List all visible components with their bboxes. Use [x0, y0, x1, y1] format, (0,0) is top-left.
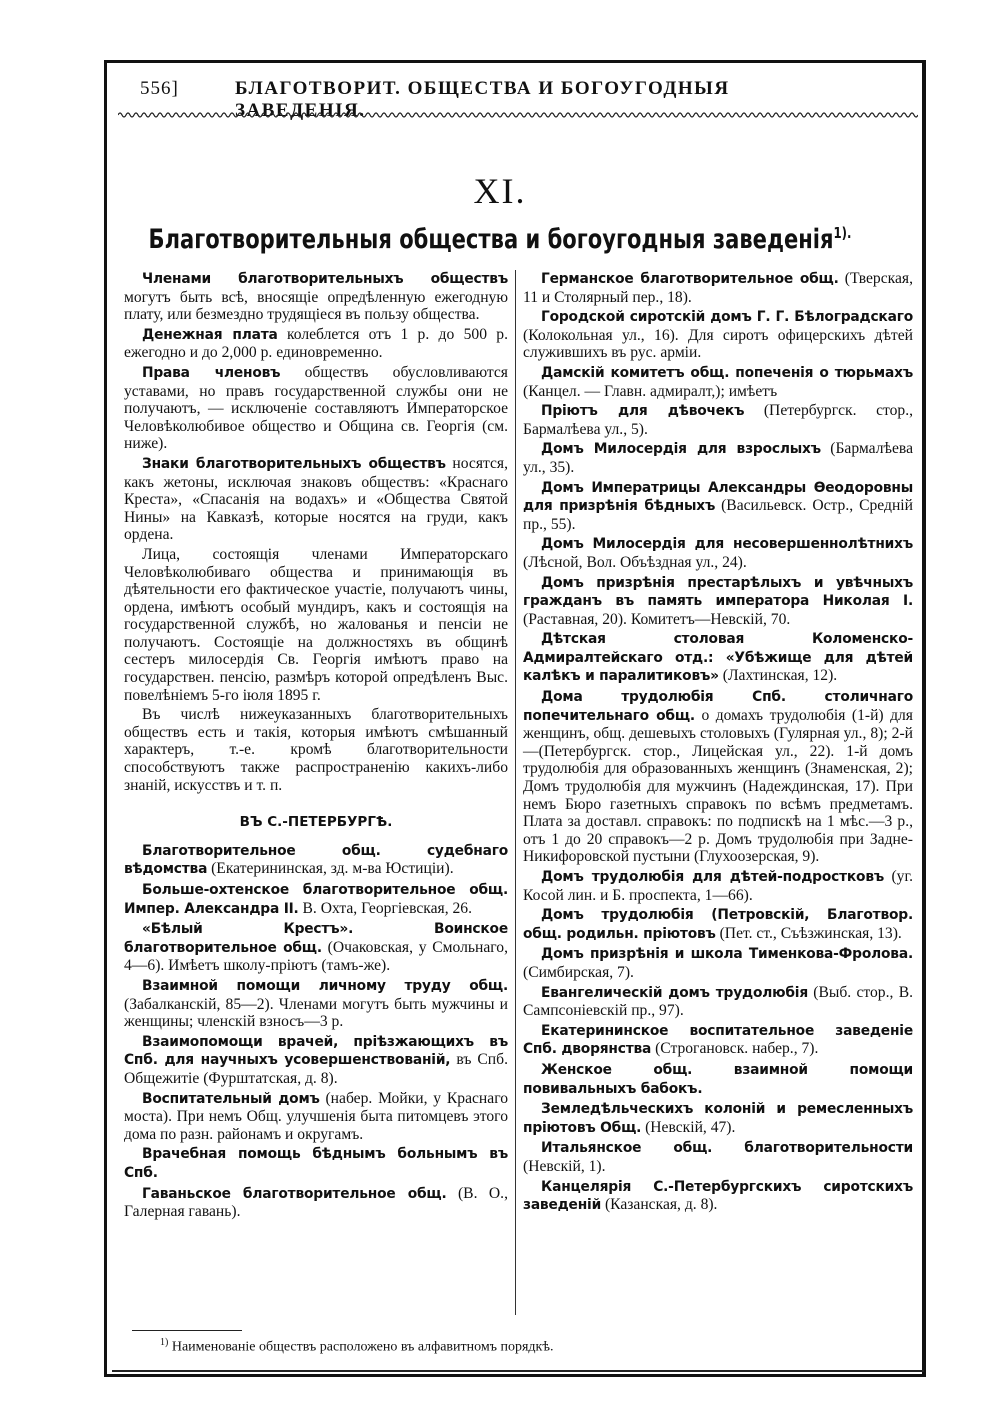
society-entry: [523, 574, 913, 629]
society-entry-heading: Домъ трудолюбія (Петровскій, Благотвор. общ. родильн. пріютовъ: [523, 907, 913, 942]
intro-paragraph-heading: Денежная плата: [142, 326, 278, 343]
society-entry: [124, 881, 508, 918]
society-entry: [523, 630, 913, 686]
society-entry-text: (Строгановск. набер., 7).: [651, 1040, 819, 1058]
running-header: [130, 78, 830, 121]
society-entry: [523, 308, 913, 362]
society-entry-text: (Канцел. — Главн. адмиралт,); имѣетъ: [523, 382, 778, 400]
right-column: [523, 270, 913, 1217]
society-entry: [523, 868, 913, 904]
society-entry-heading: Гаваньское благотворительное общ.: [142, 1185, 447, 1202]
society-entry-text: о домахъ трудолюбія (1-й) для женщинъ, общ. дешевыхъ столовыхъ (Гулярная ул., 8); 2-й—(Петербургск. стор., Лицейская ул., 22). 1-й домъ трудолюбія для образованныхъ женщинъ (Знаменская, 2); Домъ трудолюбія для мужчинъ (Надеждинская, 17). При немъ Бюро газетныхъ справокъ по всѣмъ предметамъ. Плата за доставл. справокъ: по подпискѣ на 1 мѣс.—3 р., отъ 1 до 20 справокъ—2 р. Домъ трудолюбія при Задне-Никифоровской пустыни (Глухоозерская, 9).: [523, 706, 913, 866]
intro-paragraph-text: обществъ обусловливаются уставами, но правъ государственной службы они не получаютъ, — исключеніе составляютъ Императорское Человѣколюбивое общество и Община св. Георгія (см. ниже).: [124, 363, 508, 453]
society-entry: [523, 906, 913, 943]
right-entries: [523, 270, 913, 1215]
society-entry-heading: Благотворительное общ. судебнаго вѣдомства: [124, 842, 508, 878]
society-entry-heading: Домъ Милосердія для взрослыхъ: [541, 441, 821, 458]
society-entry: [523, 364, 913, 400]
intro-paragraphs: [124, 270, 508, 794]
chapter-number: XI.: [473, 171, 527, 211]
society-entry: [124, 977, 508, 1031]
society-entry: [523, 440, 913, 476]
section-title: ВЪ С.-ПЕТЕРБУРГѢ.: [239, 814, 393, 831]
society-entry-text: (Васильевск. Остр., Средній пр., 55).: [523, 497, 913, 533]
society-entry-heading: Городской сиротскій домъ Г. Г. Бѣлоградскаго: [541, 309, 913, 326]
society-entry-heading: Домъ призрѣнія престарѣлыхъ и увѣчныхъ гражданъ въ память императора Николая I.: [523, 574, 913, 610]
society-entry-heading: Дѣтская столовая Коломенско-Адмиралтейскаго отд.: «Убѣжище для дѣтей калѣкъ и паралитиковъ»: [523, 631, 913, 685]
society-entry-heading: Екатерининское воспитательное заведеніе Спб. дворянства: [523, 1022, 913, 1058]
society-entry-text: (Невскій, 47).: [641, 1118, 736, 1136]
society-entry-heading: Домъ Милосердія для несовершеннолѣтнихъ: [541, 536, 913, 553]
bottom-rule: [112, 1370, 924, 1372]
society-entry-text: (Пет. ст., Съѣзжинская, 13).: [715, 924, 902, 942]
society-entry-text: (Екатерининская, зд. м-ва Юстиціи).: [207, 860, 454, 878]
society-entry-heading: Германское благотворительное общ.: [541, 271, 839, 287]
left-column: [124, 270, 508, 1223]
chapter-title-text: Благотворительныя общества и богоугодныя заведенія: [148, 224, 834, 255]
society-entry: [523, 1061, 913, 1098]
society-entry-heading: Домъ Императрицы Александры Ѳеодоровны для призрѣнія бѣдныхъ: [523, 479, 913, 515]
society-entry: [523, 1178, 913, 1215]
footnote: [160, 1337, 860, 1356]
society-entry-text: (Казанская, д. 8).: [601, 1196, 718, 1214]
chapter-title: [110, 224, 890, 255]
society-entry-heading: Взаимопомощи врачей, пріѣзжающихъ въ Спб. для научныхъ усовершенствованій,: [124, 1033, 508, 1069]
society-entry: [124, 1145, 508, 1182]
society-entry: [124, 1185, 508, 1221]
society-entry: [523, 270, 913, 306]
society-entry-text: (Тверская, 11 и Столярный пер., 18).: [523, 270, 913, 306]
intro-paragraph: [124, 546, 508, 704]
column-divider: [515, 270, 516, 1315]
intro-paragraph: [124, 364, 508, 453]
society-entry-text: (Петербургск. стор., Бармалѣева ул., 5).: [523, 402, 913, 438]
society-entry: [523, 1100, 913, 1137]
society-entry-text: въ Спб. Общежитіе (Фурштатская, д. 8).: [124, 1051, 508, 1087]
society-entry: [523, 535, 913, 571]
society-entry-text: (Бармалѣева ул., 35).: [523, 440, 913, 476]
society-entry-heading: Взаимной помощи личному труду общ.: [142, 977, 508, 994]
society-entry-text: (Невскій, 1).: [523, 1157, 606, 1175]
society-entry-heading: Земледѣльческихъ колоній и ремесленныхъ пріютовъ Общ.: [523, 1101, 913, 1136]
intro-paragraph-text: Въ числѣ нижеуказанныхъ благотворительныхъ обществъ есть и такія, которыя имѣютъ смѣшанный характеръ, т.-е. кромѣ благотворительности способствуютъ также распространенію какихъ-либо знаній, искусствъ и т. п.: [124, 706, 508, 794]
intro-paragraph: [124, 270, 508, 324]
society-entry: [523, 945, 913, 981]
running-title: БЛАГОТВОРИТ. ОБЩЕСТВА И БОГОУГОДНЫЯ ЗАВЕДЕНІЯ.: [235, 78, 730, 121]
society-entry-text: (Колокольная ул., 16). Для сиротъ офицерскихъ дѣтей служившихъ въ рус. арміи.: [523, 326, 913, 362]
society-entry-heading: Домъ призрѣнія и школа Тименкова-Фролова.: [541, 946, 913, 963]
society-entry-heading: Пріютъ для дѣвочекъ: [541, 403, 745, 420]
society-entry: [523, 1022, 913, 1059]
society-entry-heading: «Бѣлый Крестъ». Воинское благотворительное общ.: [124, 921, 508, 956]
wavy-rule: [118, 110, 918, 120]
intro-paragraph-text: колеблется отъ 1 р. до 500 р. ежегодно и до 2,000 р. единовременно.: [124, 325, 508, 362]
left-entries: [124, 842, 508, 1221]
society-entry-text: (Забалканскій, 85—2). Членами могутъ быть мужчины и женщины; членскій взносъ—3 р.: [124, 995, 508, 1031]
society-entry-heading: Воспитательный домъ: [142, 1090, 320, 1107]
society-entry-text: (В. О., Галерная гавань).: [124, 1184, 508, 1221]
society-entry: [124, 920, 508, 975]
society-entry: [124, 1090, 508, 1144]
society-entry-heading: Больше-охтенское благотворительное общ. Импер. Александра II.: [124, 882, 508, 917]
society-entry: [523, 479, 913, 534]
society-entry-heading: Канцелярія С.-Петербургскихъ сиротскихъ заведеній: [523, 1178, 913, 1214]
society-entry-heading: Евангелическій домъ трудолюбія: [541, 984, 808, 1001]
chapter-footnote-mark: 1).: [833, 224, 852, 242]
society-entry-heading: Итальянское общ. благотворительности: [541, 1140, 913, 1157]
intro-paragraph: [124, 455, 508, 544]
society-entry-text: (Очаковская, у Смольнаго, 4—6). Имѣетъ школу-пріютъ (тамъ-же).: [124, 938, 508, 975]
society-entry-text: (уг. Косой лин. и Б. проспекта, 1—66).: [523, 868, 913, 904]
society-entry-text: (Выб. стор., В. Сампсоніевскій пр., 97).: [523, 983, 913, 1020]
society-entry-heading: Дома трудолюбія Спб. столичнаго попечительнаго общ.: [523, 689, 913, 724]
society-entry: [523, 1139, 913, 1175]
intro-paragraph-text: Лица, состоящія членами Императорскаго Человѣколюбиваго общества и принимающія въ дѣятельности его фактическое участіе, получаютъ чины, ордена, имѣютъ особый мундиръ, какъ и состоящія на государственной службѣ, но жалованья и пенсіи не получаютъ. Состоящіе на должностяхъ въ общинѣ сестеръ милосердія Св. Георгія имѣютъ право на государствен. пенсію, размѣръ которой опредѣленъ Выс. повелѣніемъ 5-го іюля 1895 г.: [124, 545, 508, 704]
society-entry-text: (набер. Мойки, у Краснаго моста). При немъ Общ. улучшенія быта питомцевъ этого дома по разн. районамъ и округамъ.: [124, 1089, 508, 1143]
society-entry-text: (Лахтинская, 12).: [718, 667, 838, 685]
society-entry-heading: Женское общ. взаимной помощи повивальныхъ бабокъ.: [523, 1061, 913, 1097]
footnote-rule: [132, 1330, 242, 1331]
intro-paragraph: [124, 706, 508, 794]
footnote-mark: 1): [160, 1337, 169, 1348]
society-entry-text: (Раставная, 20). Комитетъ—Невскій, 70.: [523, 610, 791, 628]
intro-paragraph-text: могутъ быть всѣ, вносящіе опредѣленную ежегодную плату, или безмездно трудящіеся въ пользу общества.: [124, 288, 508, 324]
intro-paragraph-heading: Знаки благотворительныхъ обществъ: [142, 455, 446, 472]
society-entry: [523, 402, 913, 438]
society-entry-text: В. Охта, Георгіевская, 26.: [298, 899, 473, 917]
society-entry: [124, 842, 508, 879]
society-entry: [124, 1033, 508, 1088]
society-entry-text: (Лѣсной, Вол. Объѣздная ул., 24).: [523, 553, 747, 571]
intro-paragraph-heading: Права членовъ: [142, 364, 281, 381]
intro-paragraph: [124, 326, 508, 362]
society-entry: [523, 688, 913, 866]
society-entry-heading: Врачебная помощь бѣднымъ больнымъ въ Спб.: [124, 1146, 508, 1181]
intro-paragraph-heading: Членами благотворительныхъ обществъ: [142, 271, 508, 287]
society-entry-heading: Дамскій комитетъ общ. попеченія о тюрьмахъ: [541, 364, 913, 381]
intro-paragraph-text: носятся, какъ жетоны, исключая знаковъ обществъ: «Краснаго Креста», «Спасанія на водахъ» и «Общества Святой Нины» на Кавказѣ, которые носятся на груди, какъ ордена.: [124, 454, 508, 544]
footnote-text: Наименованіе обществъ расположено въ алфавитномъ порядкѣ.: [171, 1339, 554, 1355]
society-entry: [523, 984, 913, 1020]
society-entry-text: (Симбирская, 7).: [523, 963, 634, 981]
page-number: 556]: [140, 78, 179, 99]
society-entry-heading: Домъ трудолюбія для дѣтей-подростковъ: [541, 869, 885, 885]
